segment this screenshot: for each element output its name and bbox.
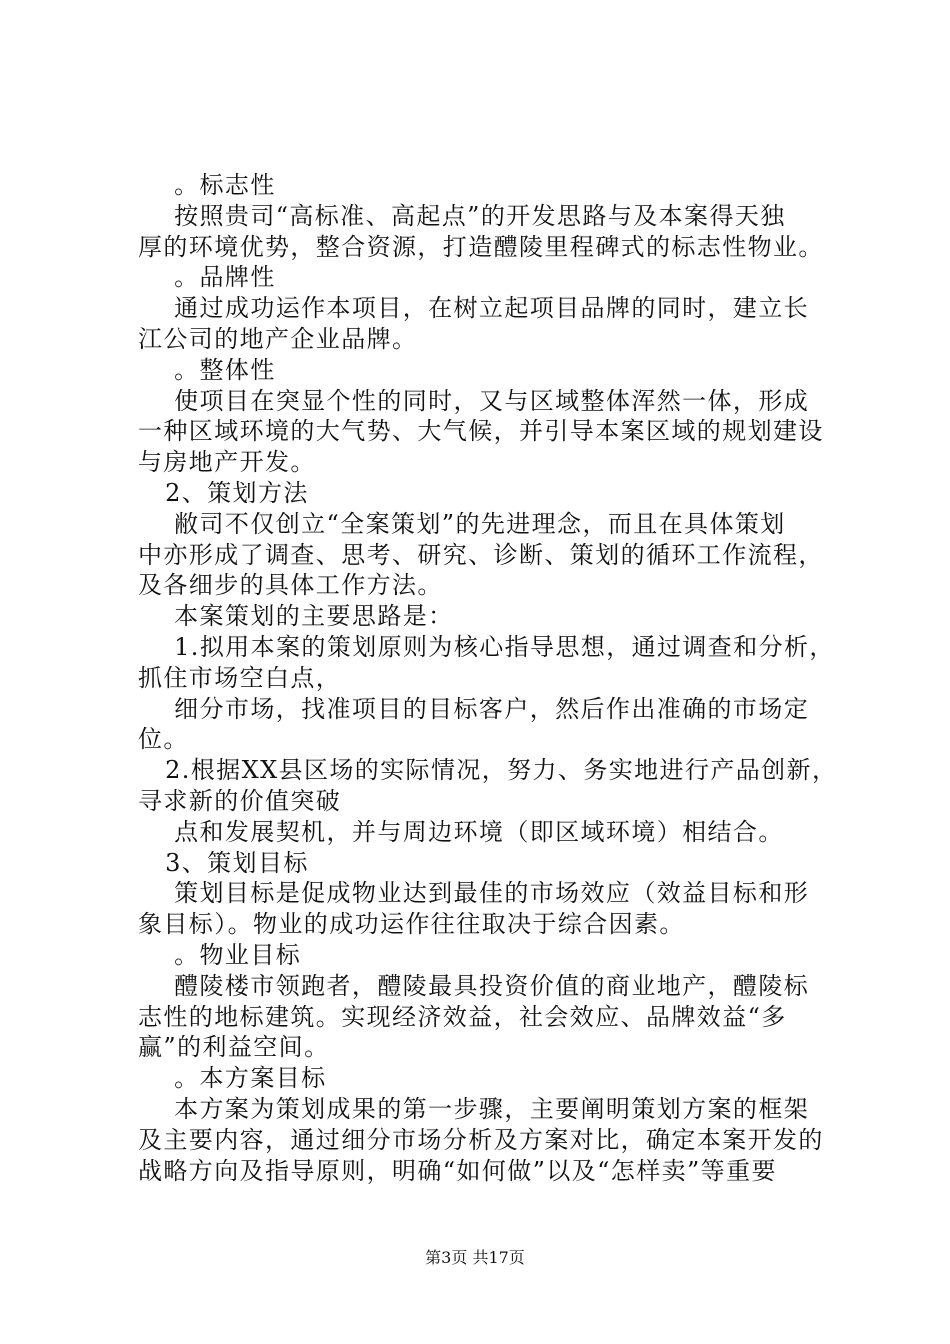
text-line: 赢”的利益空间。: [138, 1033, 330, 1062]
text-line: 2、策划方法: [138, 478, 309, 507]
text-line: 。标志性: [138, 171, 276, 199]
page-number-footer: 第3页 共17页: [425, 1248, 525, 1267]
text-line: 使项目在突显个性的同时，又与区域整体浑然一体，形成: [138, 386, 810, 415]
text-line: 与房地产开发。: [138, 448, 316, 477]
text-line: 一种区域环境的大气势、大气候，并引导本案区域的规划建设: [138, 417, 824, 446]
text-line: 。整体性: [138, 355, 276, 384]
text-line: 厚的环境优势，整合资源，打造醴陵里程碑式的标志性物业。: [138, 232, 824, 261]
text-line: 象目标）。物业的成功运作往往取决于综合因素。: [138, 910, 685, 939]
text-line: 及主要内容，通过细分市场分析及方案对比，确定本案开发的: [138, 1125, 824, 1154]
text-line: 2.根据XX县区场的实际情况，努力、务实地进行产品创新，: [138, 756, 838, 785]
text-line: 按照贵司“高标准、高起点”的开发思路与及本案得天独: [138, 201, 786, 230]
text-line: 通过成功运作本项目，在树立起项目品牌的同时，建立长: [138, 294, 810, 323]
text-line: 战略方向及指导原则，明确“如何做”以及“怎样卖”等重要: [138, 1156, 777, 1185]
text-line: 3、策划目标: [138, 848, 309, 877]
text-line: 寻求新的价值突破: [138, 786, 342, 815]
text-line: 及各细步的具体工作方法。: [138, 571, 443, 600]
text-line: 策划目标是促成物业达到最佳的市场效应（效益目标和形: [138, 879, 810, 908]
text-line: 位。: [138, 725, 189, 754]
text-line: 醴陵楼市领跑者，醴陵最具投资价值的商业地产，醴陵标: [138, 971, 810, 1000]
document-body: [138, 170, 838, 1186]
text-line: 中亦形成了调查、思考、研究、诊断、策划的循环工作流程，: [138, 540, 824, 569]
text-line: 点和发展契机，并与周边环境（即区域环境）相结合。: [138, 817, 784, 846]
text-line: 1.拟用本案的策划原则为核心指导思想，通过调查和分析，: [138, 632, 835, 661]
text-line: 抓住市场空白点，: [138, 663, 342, 692]
text-line: 志性的地标建筑。实现经济效益，社会效应、品牌效益“多: [138, 1002, 787, 1031]
text-line: 江公司的地产企业品牌。: [138, 324, 418, 353]
text-line: 。本方案目标: [138, 1064, 327, 1093]
text-line: 。品牌性: [138, 263, 276, 292]
text-line: 本方案为策划成果的第一步骤，主要阐明策划方案的框架: [138, 1094, 810, 1123]
text-line: 敝司不仅创立“全案策划”的先进理念，而且在具体策划: [138, 509, 786, 538]
text-line: 细分市场，找准项目的目标客户，然后作出准确的市场定: [138, 694, 810, 723]
text-line: 。物业目标: [138, 940, 302, 969]
text-line: 本案策划的主要思路是：: [138, 602, 454, 631]
